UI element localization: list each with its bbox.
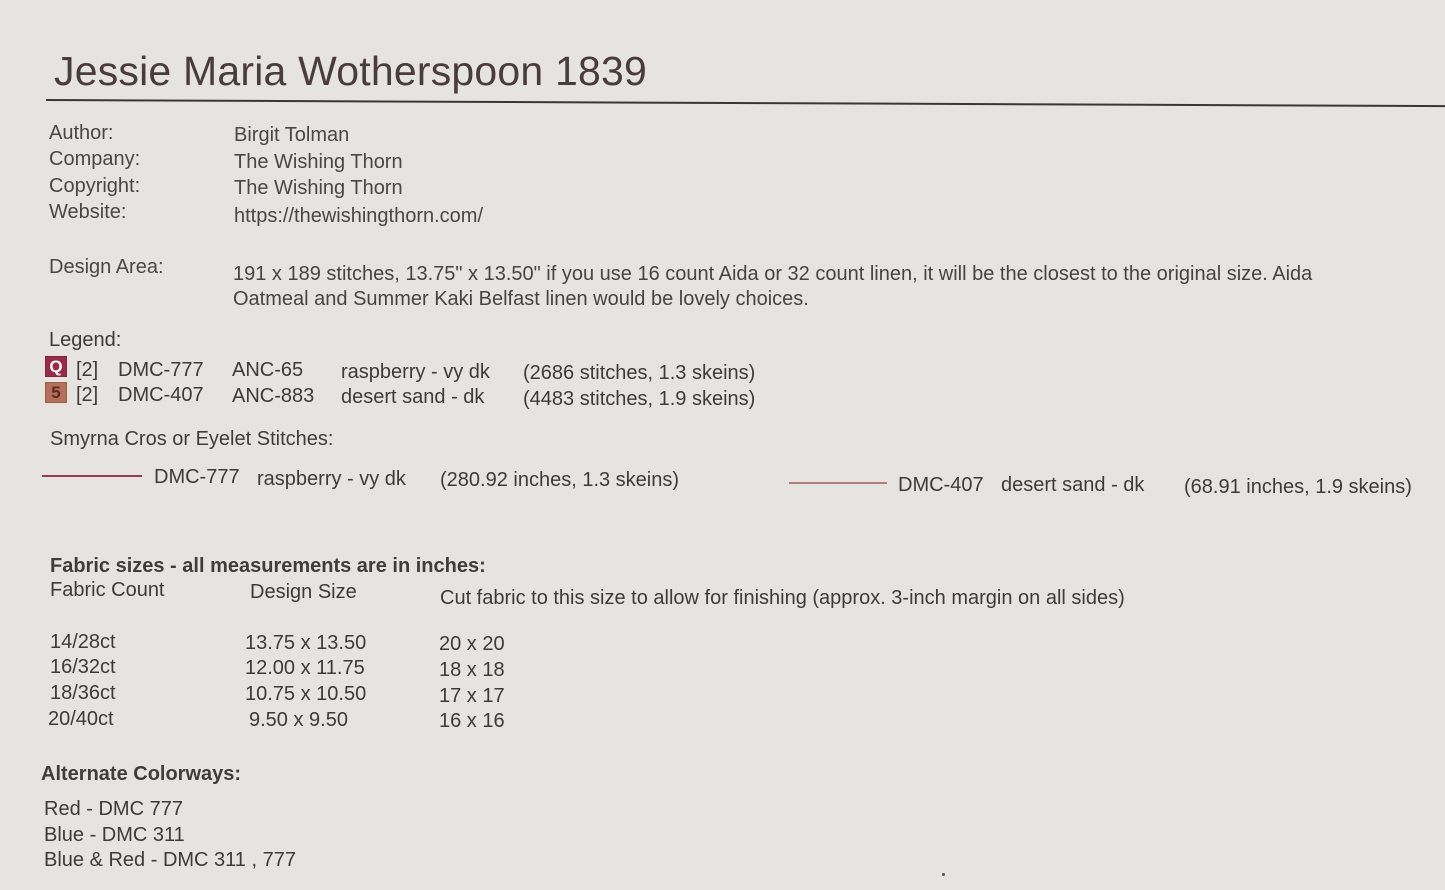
legend-heading: Legend: [49, 329, 122, 351]
smyrna-amount: (280.92 inches, 1.3 skeins) [440, 469, 680, 491]
company-label: Company: [49, 148, 141, 170]
speck-mark [942, 873, 945, 876]
cell-cut-size: 16 x 16 [439, 710, 505, 732]
cell-design-size: 10.75 x 10.50 [245, 683, 367, 705]
legend-color-name: raspberry - vy dk [341, 361, 490, 383]
legend-count: (4483 stitches, 1.9 skeins) [523, 388, 756, 410]
cell-cut-size: 17 x 17 [439, 685, 505, 707]
cell-cut-size: 18 x 18 [439, 659, 505, 681]
cell-design-size: 13.75 x 13.50 [245, 632, 367, 654]
cell-fabric-count: 14/28ct [50, 631, 116, 653]
colorways-heading: Alternate Colorways: [41, 763, 242, 785]
design-area-label: Design Area: [49, 256, 164, 278]
colorway-item: Blue & Red - DMC 311 , 777 [44, 849, 296, 871]
stitch-line-icon [42, 475, 142, 477]
cell-fabric-count: 20/40ct [48, 708, 114, 730]
cell-design-size: 9.50 x 9.50 [249, 709, 348, 731]
column-header-fabric-count: Fabric Count [50, 579, 165, 601]
colorway-item: Red - DMC 777 [44, 798, 183, 820]
legend-anchor: ANC-883 [232, 385, 315, 407]
smyrna-amount: (68.91 inches, 1.9 skeins) [1184, 476, 1412, 498]
website-label: Website: [49, 201, 127, 223]
column-header-design-size: Design Size [250, 581, 357, 603]
legend-dmc: DMC-777 [118, 359, 204, 381]
title-divider [46, 99, 1445, 107]
smyrna-color-name: raspberry - vy dk [257, 468, 406, 490]
smyrna-heading: Smyrna Cros or Eyelet Stitches: [50, 428, 334, 450]
author-value: Birgit Tolman [234, 124, 350, 146]
column-header-cut-size: Cut fabric to this size to allow for finishing (approx. 3-inch margin on all sides) [440, 587, 1125, 609]
legend-strands: [2] [76, 359, 99, 381]
smyrna-color-name: desert sand - dk [1001, 474, 1145, 496]
smyrna-dmc: DMC-407 [898, 474, 984, 496]
legend-color-name: desert sand - dk [341, 386, 485, 408]
cell-cut-size: 20 x 20 [439, 633, 505, 655]
legend-strands: [2] [76, 384, 99, 406]
fabric-heading: Fabric sizes - all measurements are in inches: [50, 555, 486, 577]
company-value: The Wishing Thorn [234, 151, 403, 173]
cell-fabric-count: 16/32ct [50, 656, 116, 678]
cell-design-size: 12.00 x 11.75 [245, 657, 365, 679]
copyright-label: Copyright: [49, 175, 141, 197]
cell-fabric-count: 18/36ct [50, 682, 116, 704]
legend-symbol-q-icon: Q [45, 356, 67, 377]
design-area-line2: Oatmeal and Summer Kaki Belfast linen would be lovely choices. [233, 288, 809, 310]
design-area-line1: 191 x 189 stitches, 13.75" x 13.50" if you use 16 count Aida or 32 count linen, it will be the closest to the original size. Aida [233, 263, 1313, 285]
legend-anchor: ANC-65 [232, 359, 304, 381]
page-title: Jessie Maria Wotherspoon 1839 [54, 48, 648, 94]
colorway-item: Blue - DMC 311 [44, 824, 185, 846]
legend-symbol-5-icon: 5 [45, 382, 67, 403]
legend-count: (2686 stitches, 1.3 skeins) [523, 362, 756, 384]
website-link[interactable]: https://thewishingthorn.com/ [234, 205, 484, 227]
smyrna-dmc: DMC-777 [154, 466, 240, 488]
copyright-value: The Wishing Thorn [234, 177, 403, 199]
legend-dmc: DMC-407 [118, 384, 204, 406]
stitch-line-icon [789, 482, 887, 484]
author-label: Author: [49, 122, 114, 144]
